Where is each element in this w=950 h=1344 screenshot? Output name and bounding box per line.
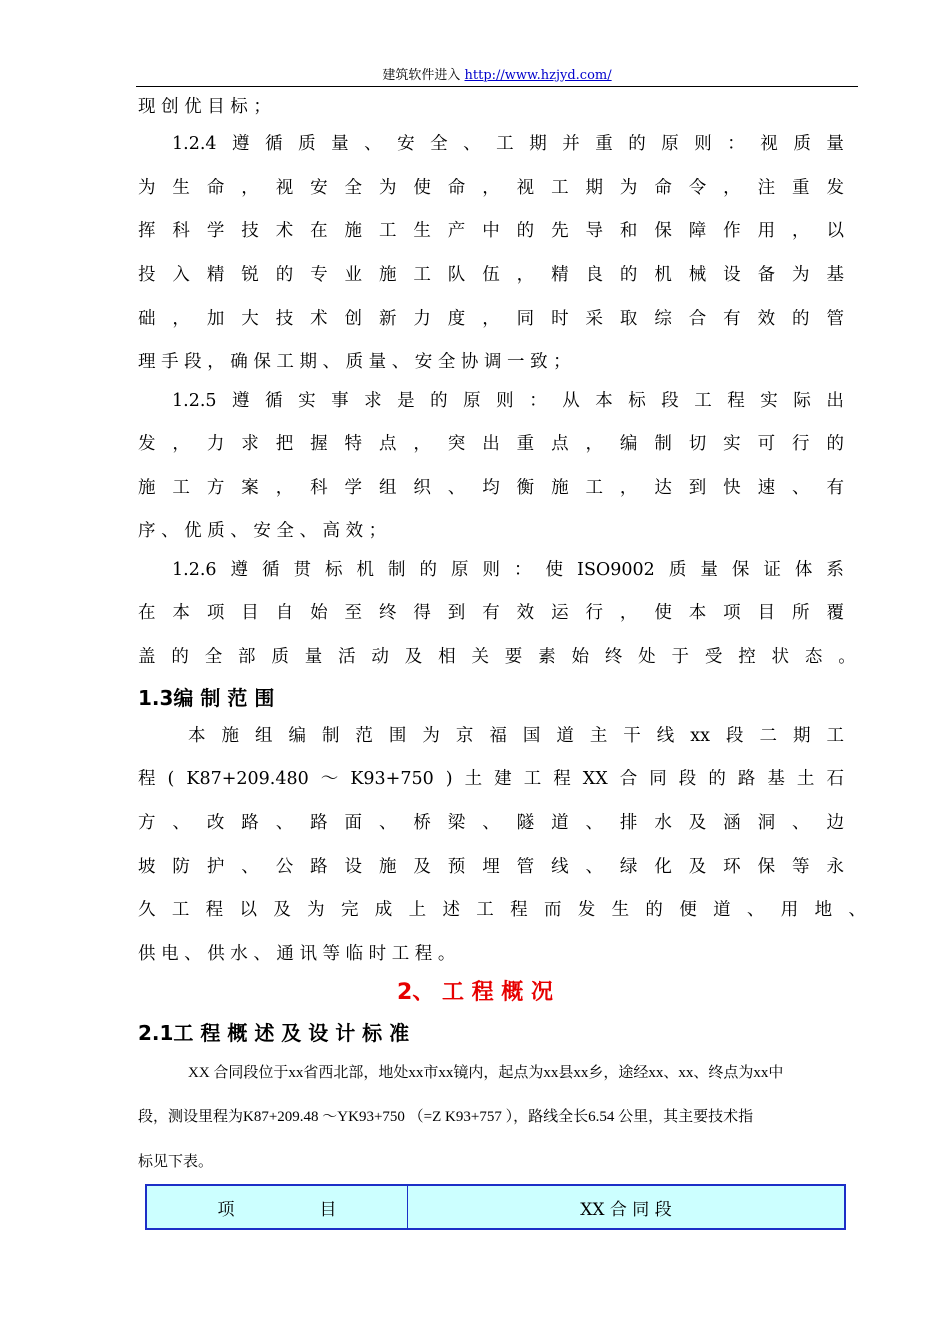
body-line: 方 、 改 路 、 路 面 、 桥 梁 、 隧 道 、 排 水 及 涵 洞 、 边 xyxy=(138,813,844,833)
body-line: 1.2.5 遵 循 实 事 求 是 的 原 则 ： 从 本 标 段 工 程 实 际 出 xyxy=(172,391,844,411)
header-link[interactable]: http://www.hzjyd.com/ xyxy=(464,68,612,83)
body-line: 投 入 精 锐 的 专 业 施 工 队 伍 ， 精 良 的 机 械 设 备 为 基 xyxy=(138,265,844,285)
page-header xyxy=(136,66,858,87)
body-line: 现 创 优 目 标 ； xyxy=(138,97,271,117)
section-heading-2-1: 2.1工 程 概 述 及 设 计 标 准 xyxy=(138,1021,410,1045)
paragraph-line: XX 合同段位于xx省西北部，地处xx市xx镜内，起点为xx县xx乡，途经xx、xx、终点为xx中 xyxy=(188,1065,784,1081)
body-line: 在 本 项 目 自 始 至 终 得 到 有 效 运 行 ， 使 本 项 目 所 覆 xyxy=(138,603,844,623)
table-header-item: 项 目 xyxy=(147,1186,408,1228)
body-line: 础 ， 加 大 技 术 创 新 力 度 ， 同 时 采 取 综 合 有 效 的 管 xyxy=(138,309,844,329)
spec-table-header-row xyxy=(145,1184,846,1230)
body-line: 为 生 命 ， 视 安 全 为 使 命 ， 视 工 期 为 命 令 ， 注 重 发 xyxy=(138,178,844,198)
table-header-contract: XX 合 同 段 xyxy=(580,1199,672,1220)
header-prefix: 建筑软件进入 xyxy=(382,68,465,83)
body-line: 序 、 优 质 、 安 全 、 高 效 ； xyxy=(138,521,387,541)
body-line: 坡 防 护 、 公 路 设 施 及 预 埋 管 线 、 绿 化 及 环 保 等 永 xyxy=(138,857,844,877)
paragraph-line: 段，测设里程为K87+209.48 ～YK93+750 （=Z K93+757 ），路线全长6.54 公里，其主要技术指 xyxy=(138,1109,754,1125)
body-line: 盖 的 全 部 质 量 活 动 及 相 关 要 素 始 终 处 于 受 控 状 态 。 xyxy=(138,647,856,667)
body-line: 理 手 段 ， 确 保 工 期 、 质 量 、 安 全 协 调 一 致 ； xyxy=(138,352,571,372)
body-line: 本 施 组 编 制 范 围 为 京 福 国 道 主 干 线 xx 段 二 期 工 xyxy=(188,726,844,746)
paragraph-line: 标见下表。 xyxy=(138,1154,214,1170)
body-line: 久 工 程 以 及 为 完 成 上 述 工 程 而 发 生 的 便 道 、 用 地 、 xyxy=(138,900,866,920)
body-line: 程 ( K87+209.480 ～ K93+750 ) 土 建 工 程 XX 合 同 段 的 路 基 土 石 xyxy=(138,769,844,789)
section-heading-1-3: 1.3编 制 范 围 xyxy=(138,686,275,710)
body-line: 挥 科 学 技 术 在 施 工 生 产 中 的 先 导 和 保 障 作 用 ， 以 xyxy=(138,221,844,241)
body-line: 发 ， 力 求 把 握 特 点 ， 突 出 重 点 ， 编 制 切 实 可 行 的 xyxy=(138,434,844,454)
body-line: 施 工 方 案 ， 科 学 组 织 、 均 衡 施 工 ， 达 到 快 速 、 有 xyxy=(138,478,844,498)
body-line: 1.2.4 遵 循 质 量 、 安 全 、 工 期 并 重 的 原 则 ： 视 质 量 xyxy=(172,134,844,154)
chapter-heading: 2、 工 程 概 况 xyxy=(397,980,553,1005)
body-line: 1.2.6 遵 循 贯 标 机 制 的 原 则 ： 使 ISO9002 质 量 保 证 体 系 xyxy=(172,560,844,580)
body-line: 供 电 、 供 水 、 通 讯 等 临 时 工 程 。 xyxy=(138,944,456,964)
